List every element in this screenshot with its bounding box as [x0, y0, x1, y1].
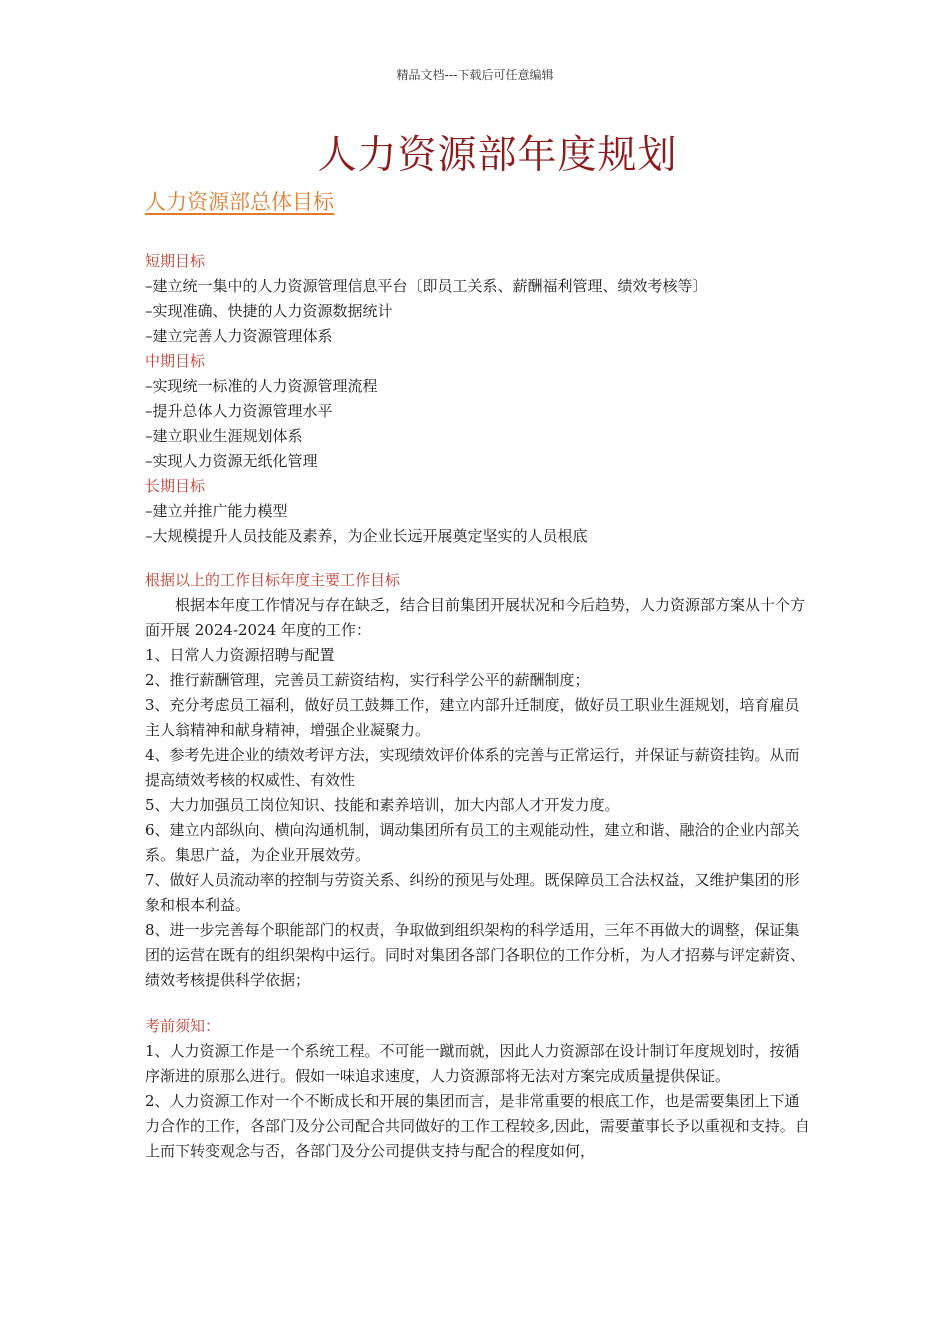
- notes-item: 1、人力资源工作是一个系统工程。不可能一蹴而就，因此人力资源部在设计制订年度规划时，按循序渐进的原那么进行。假如一味追求速度，人力资源部将无法对方案完成质量提供保证。: [145, 1042, 800, 1085]
- annual-item: 1、日常人力资源招聘与配置: [145, 646, 335, 664]
- short-term-item: –建立完善人力资源管理体系: [145, 327, 333, 345]
- spacer: [145, 549, 810, 568]
- long-term-item: –建立并推广能力模型: [145, 502, 288, 520]
- annual-goals-heading: 根据以上的工作目标年度主要工作目标: [145, 571, 401, 589]
- mid-term-item: –实现统一标准的人力资源管理流程: [145, 377, 378, 395]
- short-term-item: –建立统一集中的人力资源管理信息平台〔即员工关系、薪酬福利管理、绩效考核等〕: [145, 277, 708, 295]
- long-term-item: –大规模提升人员技能及素养，为企业长远开展奠定坚实的人员根底: [145, 527, 588, 545]
- short-term-item: –实现准确、快捷的人力资源数据统计: [145, 302, 393, 320]
- annual-item: 4、参考先进企业的绩效考评方法，实现绩效评价体系的完善与正常运行，并保证与薪资挂钩。从而提高绩效考核的权威性、有效性: [145, 746, 800, 789]
- annual-item: 8、进一步完善每个职能部门的权责，争取做到组织架构的科学适用，三年不再做大的调整，保证集团的运营在既有的组织架构中运行。同时对集团各部门各职位的工作分析，为人才招募与评定薪资、绩效考核提供科学依据；: [145, 921, 806, 989]
- annual-intro-paragraph: 根据本年度工作情况与存在缺乏，结合目前集团开展状况和今后趋势，人力资源部方案从十个方面开展 2024-2024 年度的工作：: [145, 596, 806, 639]
- annual-item: 3、充分考虑员工福利，做好员工鼓舞工作，建立内部升迁制度，做好员工职业生涯规划，培育雇员主人翁精神和献身精神，增强企业凝聚力。: [145, 696, 800, 739]
- annual-item: 6、建立内部纵向、横向沟通机制，调动集团所有员工的主观能动性，建立和谐、融洽的企业内部关系。集思广益，为企业开展效劳。: [145, 821, 800, 864]
- header-note: 精品文档---下载后可任意编辑: [396, 68, 554, 82]
- mid-term-item: –提升总体人力资源管理水平: [145, 402, 333, 420]
- annual-item: 2、推行薪酬管理，完善员工薪资结构，实行科学公平的薪酬制度；: [145, 671, 590, 689]
- short-term-heading: 短期目标: [145, 252, 206, 270]
- mid-term-heading: 中期目标: [145, 352, 206, 370]
- spacer: [145, 993, 810, 1014]
- section-heading-overall-goals: 人力资源部总体目标: [145, 190, 334, 214]
- annual-item: 7、做好人员流动率的控制与劳资关系、纠纷的预见与处理。既保障员工合法权益，又维护集团的形象和根本利益。: [145, 871, 800, 914]
- mid-term-item: –实现人力资源无纸化管理: [145, 452, 318, 470]
- document-title: 人力资源部年度规划: [317, 133, 678, 178]
- annual-item: 5、大力加强员工岗位知识、技能和素养培训，加大内部人才开发力度。: [145, 796, 620, 814]
- notes-item: 2、人力资源工作对一个不断成长和开展的集团而言，是非常重要的根底工作，也是需要集团上下通力合作的工作，各部门及分公司配合共同做好的工作工程较多,因此，需要董事长予以重视和支持。自上而下转变观念与否，各部门及分公司提供支持与配合的程度如何，: [145, 1092, 810, 1160]
- long-term-heading: 长期目标: [145, 477, 206, 495]
- document-body: [145, 249, 810, 1164]
- notes-heading: 考前须知：: [145, 1017, 221, 1035]
- mid-term-item: –建立职业生涯规划体系: [145, 427, 303, 445]
